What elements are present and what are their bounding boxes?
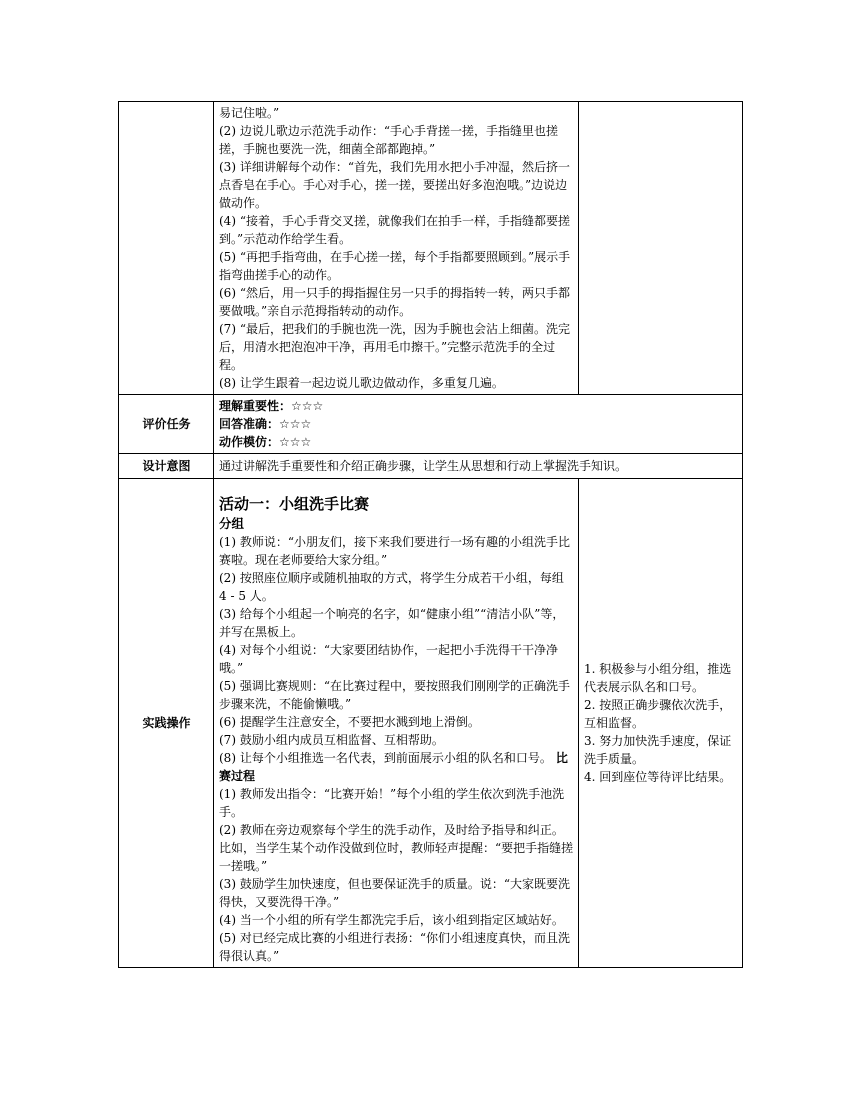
row-label-practice: 实践操作 [119, 479, 214, 968]
teacher-activity-cell [214, 102, 579, 395]
step-line: (7) “最后，把我们的手腕也洗一洗，因为手腕也会沾上细菌。洗完后，用清水把泡泡冲干净，再用毛巾擦干。”完整示范洗手的全过程。 [219, 322, 570, 372]
evaluation-item [219, 397, 738, 415]
process-step-line: (2) 教师在旁边观察每个学生的洗手动作，及时给予指导和纠正。比如，当学生某个动作没做到位时，教师轻声提醒：“要把手指缝搓一搓哦。” [219, 823, 574, 873]
lesson-plan-table [118, 101, 743, 968]
row-label-design-intent: 设计意图 [119, 454, 214, 479]
group-step-text: (8) 让每个小组推选一名代表，到前面展示小组的队名和口号。 [219, 751, 552, 765]
group-step-line: (7) 鼓励小组内成员互相监督、互相帮助。 [219, 733, 444, 747]
star-rating: ☆☆☆ [279, 417, 312, 431]
group-step-line: (4) 对每个小组说：“大家要团结协作，一起把小手洗得干干净净哦。” [219, 643, 558, 675]
star-rating: ☆☆☆ [291, 399, 324, 413]
design-intent-cell: 通过讲解洗手重要性和介绍正确步骤，让学生从思想和行动上掌握洗手知识。 [214, 454, 743, 479]
evaluation-cell [214, 395, 743, 454]
group-step-line: (6) 提醒学生注意安全，不要把水溅到地上滑倒。 [219, 715, 480, 729]
evaluation-item [219, 415, 738, 433]
practice-student-cell [579, 479, 743, 968]
evaluation-item-name: 回答准确： [219, 417, 280, 431]
step-line: 易记住啦。” [219, 106, 280, 120]
group-step-line-last [219, 749, 574, 785]
process-step-line: (4) 当一个小组的所有学生都洗完手后，该小组到指定区域站好。 [219, 913, 564, 927]
evaluation-item-name: 理解重要性： [219, 399, 292, 413]
student-action-line: 1. 积极参与小组分组，推选代表展示队名和口号。 [584, 662, 732, 694]
process-step-line: (1) 教师发出指令：“比赛开始！”每个小组的学生依次到洗手池洗手。 [219, 787, 565, 819]
table-row-evaluation [119, 395, 743, 454]
step-line: (4) “接着，手心手背交叉搓，就像我们在拍手一样，手指缝都要搓到。”示范动作给学生看。 [219, 214, 570, 246]
student-action-line: 3. 努力加快洗手速度，保证洗手质量。 [584, 734, 732, 766]
step-line: (2) 边说儿歌边示范洗手动作：“手心手背搓一搓，手指缝里也搓搓，手腕也要洗一洗，细菌全部都跑掉。” [219, 124, 558, 156]
student-activity-cell-empty [579, 102, 743, 395]
group-step-line: (3) 给每个小组起一个响亮的名字，如“健康小组”“清洁小队”等，并写在黑板上。 [219, 607, 565, 639]
label-cell-empty [119, 102, 214, 395]
section-title-grouping: 分组 [219, 516, 245, 531]
practice-teacher-cell [214, 479, 579, 968]
group-step-line: (1) 教师说：“小朋友们，接下来我们要进行一场有趣的小组洗手比赛啦。现在老师要给大家分组。” [219, 535, 570, 567]
table-row-design-intent [119, 454, 743, 479]
table-row-practice [119, 479, 743, 968]
evaluation-item [219, 433, 738, 451]
section-title-process: 比赛过程 [219, 751, 568, 783]
row-label-evaluation: 评价任务 [119, 395, 214, 454]
step-line: (5) “再把手指弯曲，在手心搓一搓，每个手指都要照顾到。”展示手指弯曲搓手心的动作。 [219, 250, 571, 282]
student-action-line: 4. 回到座位等待评比结果。 [584, 770, 732, 784]
process-step-line: (3) 鼓励学生加快速度，但也要保证洗手的质量。说：“大家既要洗得快，又要洗得干净。” [219, 877, 570, 909]
step-line: (3) 详细讲解每个动作：“首先，我们先用水把小手冲湿，然后挤一点香皂在手心。手心对手心，搓一搓，要搓出好多泡泡哦。”边说边做动作。 [219, 160, 570, 210]
evaluation-item-name: 动作模仿： [219, 435, 280, 449]
group-step-line: (2) 按照座位顺序或随机抽取的方式，将学生分成若干小组，每组 4 - 5 人。 [219, 571, 564, 603]
group-step-line: (5) 强调比赛规则：“在比赛过程中，要按照我们刚刚学的正确洗手步骤来洗，不能偷懒哦。” [219, 679, 570, 711]
step-line: (8) 让学生跟着一起边说儿歌边做动作，多重复几遍。 [219, 376, 504, 390]
activity-title: 活动一：小组洗手比赛 [219, 495, 370, 513]
table-row-teaching-steps [119, 102, 743, 395]
student-action-line: 2. 按照正确步骤依次洗手，互相监督。 [584, 698, 732, 730]
star-rating: ☆☆☆ [279, 435, 312, 449]
process-step-line: (5) 对已经完成比赛的小组进行表扬：“你们小组速度真快，而且洗得很认真。” [219, 931, 570, 963]
step-line: (6) “然后，用一只手的拇指握住另一只手的拇指转一转，两只手都要做哦。”亲自示范拇指转动的动作。 [219, 286, 570, 318]
